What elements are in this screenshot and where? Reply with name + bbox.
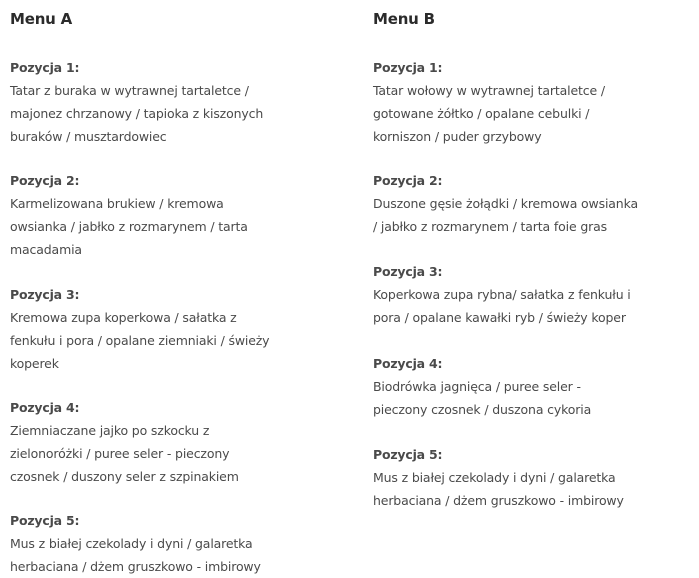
item-line: herbaciana / dżem gruszkowo - imbirowy [10,559,261,574]
item-line: gotowane żółtko / opalane cebulki / [373,106,590,121]
menu-b-item-2 [373,173,638,238]
item-line: koperek [10,356,59,371]
menu-a-item-4 [10,400,239,488]
item-line: Tatar z buraka w wytrawnej tartaletce / [10,83,249,98]
menu-b-item-4 [373,356,591,421]
item-heading: Pozycja 4: [10,400,80,415]
item-heading: Pozycja 5: [10,513,80,528]
item-line: pieczony czosnek / duszona cykoria [373,402,592,417]
item-line: owsianka / jabłko z rozmarynem / tarta [10,219,248,234]
menu-a-item-3 [10,287,269,375]
menu-b-item-5 [373,447,624,512]
menu-b-item-3 [373,264,631,329]
item-line: macadamia [10,242,82,257]
item-heading: Pozycja 3: [10,287,80,302]
item-heading: Pozycja 5: [373,447,443,462]
menu-a-item-5 [10,513,261,578]
item-line: Kremowa zupa koperkowa / sałatka z [10,310,237,325]
item-line: Ziemniaczane jajko po szkocku z [10,423,210,438]
item-heading: Pozycja 2: [10,173,80,188]
item-line: pora / opalane kawałki ryb / świeży koper [373,310,626,325]
item-line: zielonoróżki / puree seler - pieczony [10,446,230,461]
menu-b-title: Menu B [373,10,435,28]
menu-b-item-1 [373,60,605,148]
menu-a-title: Menu A [10,10,73,28]
menu-a-item-2 [10,173,248,261]
item-line: buraków / musztardowiec [10,129,167,144]
item-line: herbaciana / dżem gruszkowo - imbirowy [373,493,624,508]
item-line: Mus z białej czekolady i dyni / galaretka [10,536,253,551]
item-line: czosnek / duszony seler z szpinakiem [10,469,239,484]
menu-a-item-1 [10,60,263,148]
item-heading: Pozycja 1: [373,60,443,75]
item-heading: Pozycja 1: [10,60,80,75]
item-line: Koperkowa zupa rybna/ sałatka z fenkułu i [373,287,631,302]
item-line: / jabłko z rozmarynem / tarta foie gras [373,219,607,234]
item-line: korniszon / puder grzybowy [373,129,542,144]
item-heading: Pozycja 2: [373,173,443,188]
item-line: Mus z białej czekolady i dyni / galaretka [373,470,616,485]
item-heading: Pozycja 3: [373,264,443,279]
item-line: Biodrówka jagnięca / puree seler - [373,379,581,394]
item-line: Duszone gęsie żołądki / kremowa owsianka [373,196,638,211]
item-line: majonez chrzanowy / tapioka z kiszonych [10,106,264,121]
item-line: Tatar wołowy w wytrawnej tartaletce / [373,83,605,98]
item-line: fenkułu i pora / opalane ziemniaki / świeży [10,333,270,348]
item-line: Karmelizowana brukiew / kremowa [10,196,224,211]
item-heading: Pozycja 4: [373,356,443,371]
